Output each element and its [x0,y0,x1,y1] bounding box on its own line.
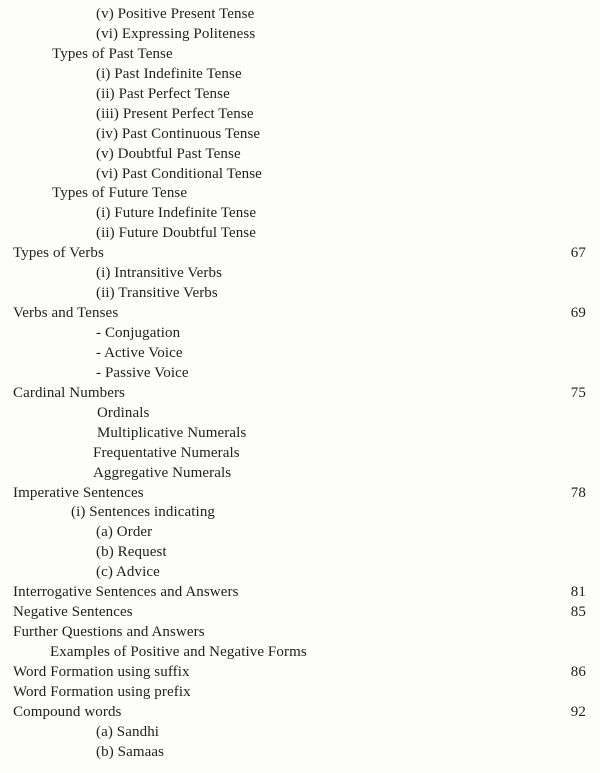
toc-entry-text: Frequentative Numerals [93,444,240,461]
toc-entry-text: Word Formation using suffix [13,663,190,680]
toc-entry [0,743,600,763]
toc-entry [0,264,600,284]
toc-entry [0,523,600,543]
toc-entry [0,703,600,723]
toc-entry-text: Multiplicative Numerals [97,424,247,441]
toc-entry [0,304,600,324]
toc-entry [0,45,600,65]
toc-entry-text: (ii) Transitive Verbs [96,285,218,302]
toc-entry-text: (i) Intransitive Verbs [96,265,223,282]
toc-entry [0,444,600,464]
toc-entry-text: (iv) Past Continuous Tense [96,125,261,142]
toc-entry-text: Interrogative Sentences and Answers [13,584,239,601]
toc-entry-text: (c) Advice [96,564,160,581]
toc-entry [0,663,600,683]
toc-entry-page: 78 [570,484,586,501]
toc-entry-text: (b) Request [96,544,167,561]
toc-entry-page: 75 [570,384,586,401]
toc-entry-text: Imperative Sentences [13,484,144,501]
toc-entry [0,464,600,484]
toc-entry [0,184,600,204]
toc-entry-text: (i) Past Indefinite Tense [96,65,242,82]
toc-entry-text: (b) Samaas [96,743,165,760]
toc-entry [0,25,600,45]
toc-entry-text: (v) Doubtful Past Tense [96,145,241,162]
toc-entry [0,324,600,344]
toc-entry [0,643,600,663]
toc-entry [0,484,600,504]
toc-entry-page: 92 [570,703,586,720]
toc-entry [0,563,600,583]
toc-entry-text: Ordinals [97,404,150,421]
toc-entry-text: Verbs and Tenses [13,305,119,322]
toc-entry [0,165,600,185]
toc-entry [0,105,600,125]
toc-entry [0,623,600,643]
toc-entry [0,344,600,364]
toc-entry-text: (a) Sandhi [96,723,160,740]
toc-entry [0,65,600,85]
toc-entry [0,424,600,444]
toc-entry-text: (iii) Present Perfect Tense [96,105,254,122]
toc-entry-text: Word Formation using prefix [13,683,191,700]
toc-entry [0,583,600,603]
toc-entry [0,404,600,424]
toc-entry-text: (i) Sentences indicating [71,504,216,521]
toc-entry [0,145,600,165]
toc-entry [0,244,600,264]
toc-entry-page: 67 [570,245,586,262]
toc-entry-text: Types of Verbs [13,245,104,262]
toc-entry-text: Further Questions and Answers [13,624,205,641]
toc-entry [0,5,600,25]
toc-entry [0,364,600,384]
toc-entry-page: 69 [570,305,586,322]
toc-entry [0,85,600,105]
toc-entry-text: (vi) Expressing Politeness [96,25,256,42]
toc-entry-text: Negative Sentences [13,604,133,621]
toc-entry [0,723,600,743]
toc-entry-text: Aggregative Numerals [93,464,232,481]
toc-entry-text: (i) Future Indefinite Tense [96,205,257,222]
toc-entry [0,204,600,224]
toc-entry-text: Cardinal Numbers [13,384,125,401]
toc-entry [0,224,600,244]
toc-entry-text: (vi) Past Conditional Tense [96,165,262,182]
toc-entry-text: Types of Future Tense [52,185,188,202]
toc-entry-page: 86 [570,663,586,680]
toc-entry [0,384,600,404]
toc-entry-text: (ii) Future Doubtful Tense [96,225,256,242]
toc-entry-text: (a) Order [96,524,153,541]
toc-entry-text: Types of Past Tense [52,45,173,62]
toc-entry-text: Examples of Positive and Negative Forms [50,644,307,660]
toc-entry [0,284,600,304]
toc-entry-text: - Conjugation [96,325,181,341]
table-of-contents [0,5,600,763]
toc-entry [0,503,600,523]
toc-entry-page: 81 [570,584,586,601]
toc-entry [0,125,600,145]
toc-entry-text: Compound words [13,703,122,720]
toc-entry [0,683,600,703]
toc-entry-text: - Active Voice [96,344,183,361]
toc-entry-text: (ii) Past Perfect Tense [96,85,230,102]
toc-entry-text: (v) Positive Present Tense [96,6,255,22]
toc-entry-page: 85 [570,604,586,621]
toc-entry-text: - Passive Voice [96,364,189,381]
toc-entry [0,603,600,623]
toc-entry [0,543,600,563]
